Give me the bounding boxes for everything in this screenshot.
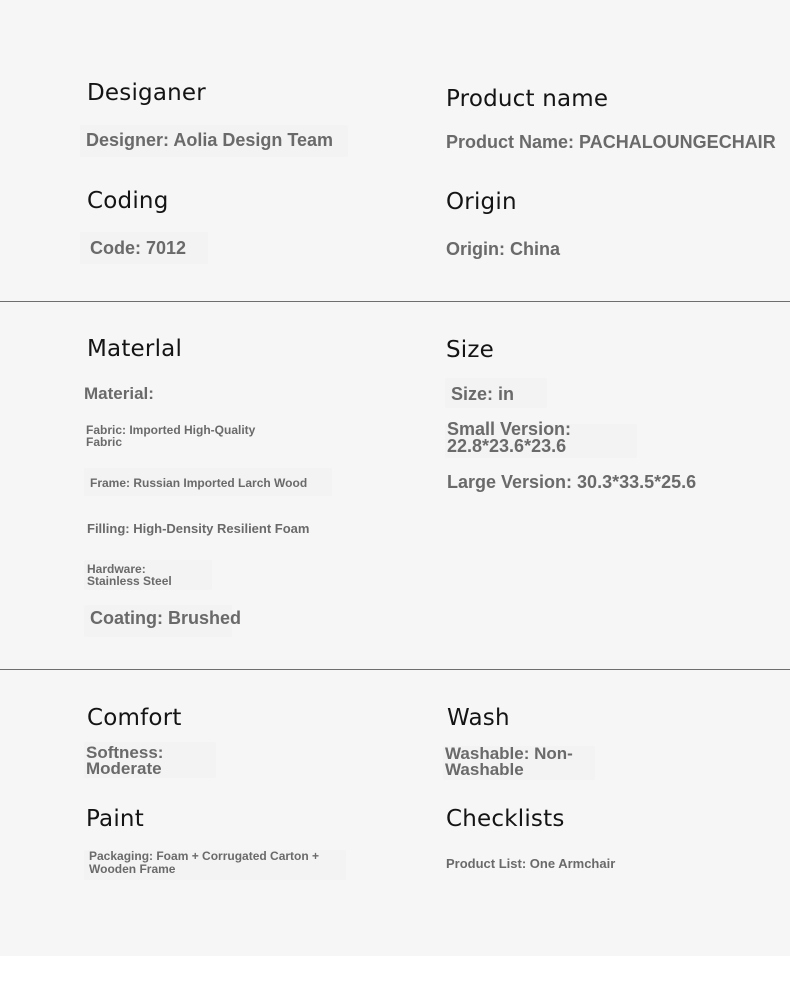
checklists-heading: Checklists xyxy=(446,806,565,832)
origin-value: Origin: China xyxy=(446,239,560,259)
size-heading: Size xyxy=(446,337,495,363)
product-name-heading: Product name xyxy=(446,86,609,112)
designer-value: Designer: Aolia Design Team xyxy=(86,130,334,150)
checklists-value: Product List: One Armchair xyxy=(446,856,616,871)
section-divider xyxy=(0,301,790,302)
size-small: Small Version: 22.8*23.6*23.6 xyxy=(447,419,572,457)
size-large: Large Version: 30.3*33.5*25.6 xyxy=(447,472,697,492)
comfort-value: Softness: Moderate xyxy=(86,743,164,779)
material-heading: Materlal xyxy=(87,336,183,362)
material-coating: Coating: Brushed xyxy=(90,608,241,628)
section-divider xyxy=(0,669,790,670)
paint-packaging: Packaging: Foam + Corrugated Carton + Wooden Frame xyxy=(89,849,320,876)
product-name-value: Product Name: PACHALOUNGECHAIR xyxy=(446,132,776,152)
origin-heading: Origin xyxy=(446,189,517,215)
material-fabric: Fabric: Imported High-Quality Fabric xyxy=(86,423,256,449)
material-hardware: Hardware: Stainless Steel xyxy=(87,562,172,588)
material-filling: Filling: High-Density Resilient Foam xyxy=(87,521,310,536)
material-frame: Frame: Russian Imported Larch Wood xyxy=(90,476,308,490)
paint-heading: Paint xyxy=(86,806,144,832)
designer-heading: Desiganer xyxy=(87,80,206,106)
wash-heading: Wash xyxy=(447,705,510,731)
size-label: Size: in xyxy=(451,384,515,404)
wash-value: Washable: Non-Washable xyxy=(445,744,573,780)
coding-heading: Coding xyxy=(87,188,169,214)
comfort-heading: Comfort xyxy=(87,705,182,731)
code-value: Code: 7012 xyxy=(90,238,187,258)
material-label: Material: xyxy=(84,384,154,403)
